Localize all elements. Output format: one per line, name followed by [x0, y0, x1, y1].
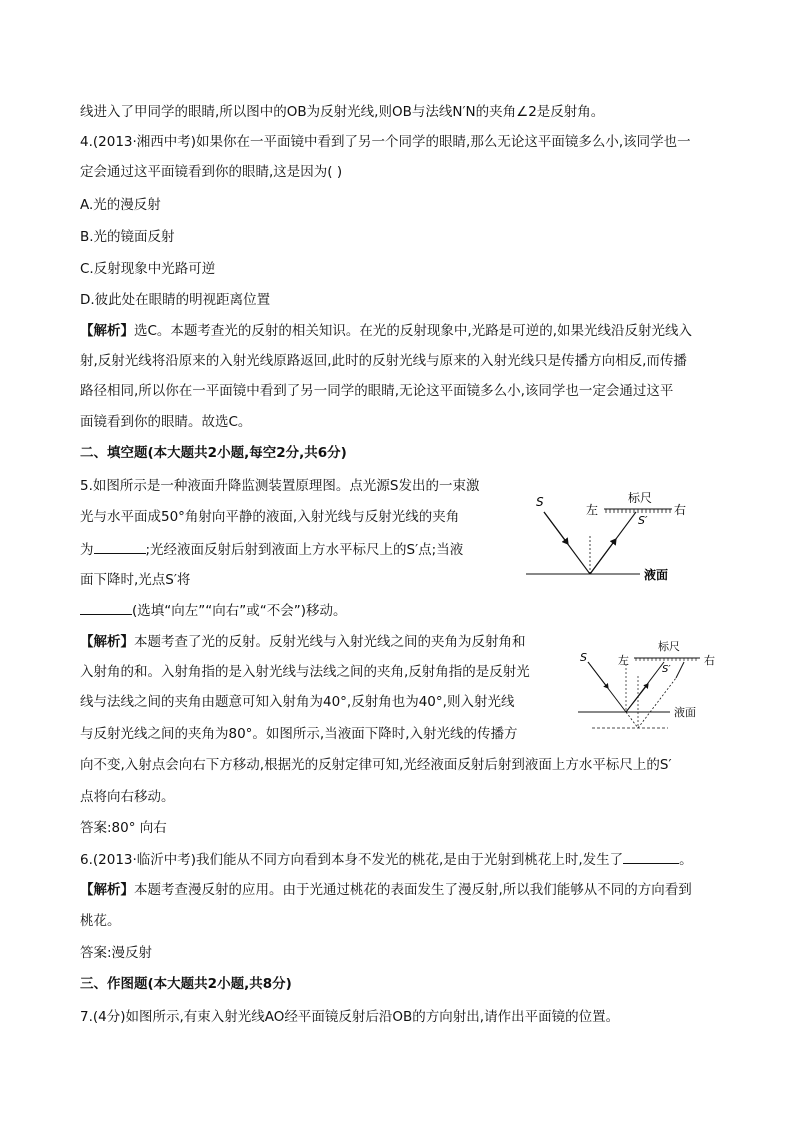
- answer-5: 答案:80° 向右: [80, 820, 167, 836]
- question-6-text: 。: [679, 852, 693, 868]
- new-reflected-ray: [638, 678, 676, 728]
- analysis-4-line: 射,反射光线将沿原来的入射光线原路返回,此时的反射光线与原来的入射光线只是传播方向相反,而传播: [80, 353, 687, 369]
- question-4-line: 4.(2013·湘西中考)如果你在一平面镜中看到了另一个同学的眼睛,那么无论这平面镜多么小,该同学也一: [80, 134, 691, 150]
- question-5-text: (选填“向左”“向右”或“不会”)移动。: [132, 603, 347, 619]
- incident-arrow: [544, 512, 568, 544]
- question-5-text: ;光经液面反射后射到液面上方水平标尺上的S′点;当液: [145, 542, 464, 558]
- ruler-label: 标尺: [658, 640, 680, 653]
- analysis-text: 选C。本题考查光的反射的相关知识。在光的反射现象中,光路是可逆的,如果光线沿反射光线入: [134, 323, 693, 339]
- option-d: D.彼此处在眼睛的明视距离位置: [80, 292, 271, 308]
- analysis-tag: 【解析】: [80, 882, 134, 898]
- question-4-line: 定会通过这平面镜看到你的眼睛,这是因为( ): [80, 164, 343, 180]
- question-5-line: [80, 539, 463, 560]
- analysis-4-line: 路径相同,所以你在一平面镜中看到了另一同学的眼睛,无论这平面镜多么小,该同学也一定会通过这平: [80, 383, 674, 399]
- option-a: A.光的漫反射: [80, 197, 161, 213]
- analysis-4-line: [80, 321, 692, 341]
- question-6-line: [80, 849, 693, 870]
- ruler-label: 标尺: [628, 491, 653, 505]
- analysis-5-line: 点将向右移动。: [80, 789, 175, 805]
- question-5-line: 5.如图所示是一种液面升降监测装置原理图。点光源S发出的一束激: [80, 478, 480, 494]
- ruler-ticks: [606, 509, 670, 513]
- question-5-line: 面下降时,光点S′将: [80, 572, 191, 588]
- analysis-tag: 【解析】: [80, 634, 134, 650]
- source-label: S: [580, 651, 587, 664]
- liquid-label: 液面: [674, 706, 696, 719]
- answer-blank[interactable]: [80, 600, 132, 615]
- text-line: 线进入了甲同学的眼睛,所以图中的OB为反射光线,则OB与法线N′N的夹角∠2是反射角。: [80, 104, 605, 120]
- answer-6: 答案:漫反射: [80, 945, 153, 961]
- incident-arrow: [588, 662, 608, 688]
- right-label: 右: [704, 654, 715, 667]
- new-reflected-ray-solid: [676, 662, 684, 678]
- right-label: 右: [674, 503, 687, 517]
- analysis-5-line: 与反射光线之间的夹角为80°。如图所示,当液面下降时,入射光线的传播方: [80, 726, 518, 742]
- analysis-5-line: 线与法线之间的夹角由题意可知入射角为40°,反射角也为40°,则入射光线: [80, 694, 515, 710]
- spot-label: S′: [638, 514, 648, 527]
- reflected-arrow: [590, 539, 616, 574]
- option-b: B.光的镜面反射: [80, 229, 175, 245]
- left-label: 左: [618, 654, 629, 667]
- option-c: C.反射现象中光路可逆: [80, 261, 216, 277]
- question-6-text: 6.(2013·临沂中考)我们能从不同方向看到本身不发光的桃花,是由于光射到桃花上时,发生了: [80, 852, 624, 868]
- question-5-line: [80, 600, 347, 621]
- analysis-5-line: [80, 632, 526, 652]
- answer-blank[interactable]: [623, 849, 679, 864]
- left-label: 左: [586, 503, 599, 517]
- answer-blank[interactable]: [94, 539, 146, 554]
- analysis-text: 本题考查了光的反射。反射光线与入射光线之间的夹角为反射角和: [134, 634, 526, 650]
- analysis-4-line: 面镜看到你的眼睛。故选C。: [80, 414, 252, 430]
- question-5-line: 光与水平面成50°角射向平静的液面,入射光线与反射光线的夹角: [80, 509, 460, 525]
- analysis-tag: 【解析】: [80, 323, 134, 339]
- analysis-6-line: [80, 880, 692, 900]
- reflected-arrow: [626, 684, 648, 712]
- section-2-heading: 二、填空题(本大题共2小题,每空2分,共6分): [80, 445, 347, 461]
- figure-liquid-level-monitor: [526, 482, 687, 586]
- question-7-line: 7.(4分)如图所示,有束入射光线AO经平面镜反射后沿OB的方向射出,请作出平面镜的位置。: [80, 1009, 620, 1025]
- section-3-heading: 三、作图题(本大题共2小题,共8分): [80, 976, 292, 992]
- source-label: S: [536, 495, 544, 509]
- figure-analysis-diagram: [578, 636, 728, 732]
- analysis-5-line: 入射角的和。入射角指的是入射光线与法线之间的夹角,反射角指的是反射光: [80, 664, 530, 680]
- liquid-label: 液面: [644, 568, 669, 582]
- analysis-6-line: 桃花。: [80, 913, 121, 929]
- analysis-text: 本题考查漫反射的应用。由于光通过桃花的表面发生了漫反射,所以我们能够从不同的方向看到: [134, 882, 692, 898]
- spot-label: S′: [662, 664, 671, 675]
- extended-incident-ray: [626, 712, 638, 728]
- question-5-text: 为: [80, 542, 94, 558]
- analysis-5-line: 向不变,入射点会向右下方移动,根据光的反射定律可知,光经液面反射后射到液面上方水平标尺上的S′: [80, 757, 672, 773]
